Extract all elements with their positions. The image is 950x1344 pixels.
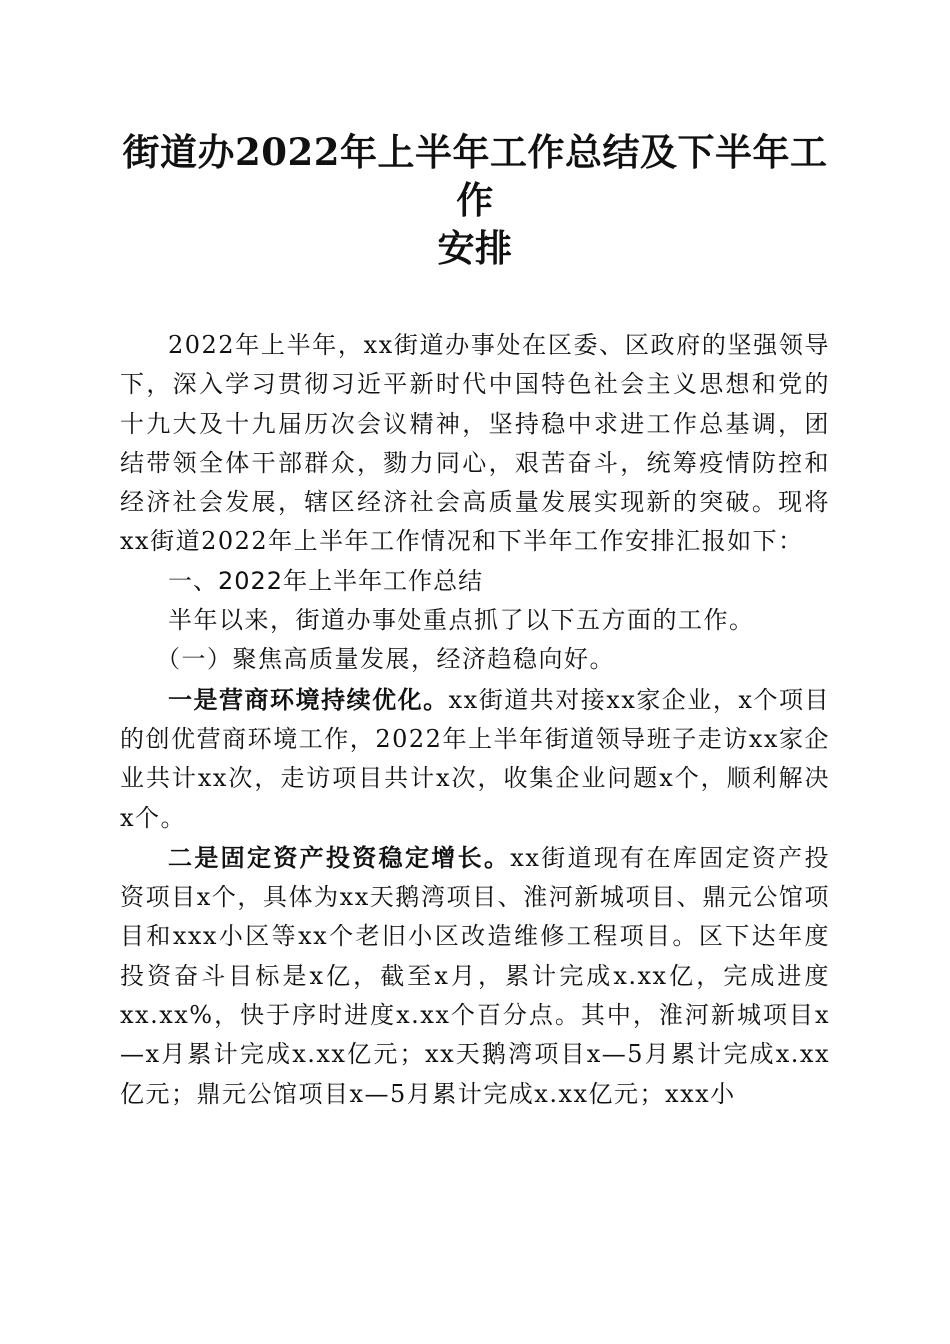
intro-paragraph: 2022年上半年，xx街道办事处在区委、区政府的坚强领导下，深入学习贯彻习近平新时代中国特色社会主义思想和党的十九大及十九届历次会议精神，坚持稳中求进工作总基调，团结带领全体干部群众，勠力同心，艰苦奋斗，统筹疫情防控和经济社会发展，辖区经济社会高质量发展实现新的突破。现将xx街道2022年上半年工作情况和下半年工作安排汇报如下： bbox=[120, 331, 830, 556]
document-title bbox=[120, 128, 830, 272]
title-line-2: 安排 bbox=[437, 226, 513, 270]
title-line-1: 街道办2022年上半年工作总结及下半年工作 bbox=[122, 130, 828, 222]
section-1-heading: 一、2022年上半年工作总结 bbox=[168, 566, 484, 595]
subsection-1-heading: （一）聚焦高质量发展，经济趋稳向好。 bbox=[156, 645, 615, 674]
item-2-paragraph bbox=[120, 838, 830, 1114]
item-1-lead: 一是营商环境持续优化。 bbox=[168, 684, 449, 714]
item-2-lead: 二是固定资产投资稳定增长。 bbox=[168, 842, 511, 872]
item-1-paragraph bbox=[120, 680, 830, 838]
item-1-text: xx街道共对接xx家企业，x个项目的创优营商环境工作，2022年上半年街道领导班子走访xx家企业共计xx次，走访项目共计x次，收集企业问题x个，顺利解决x个。 bbox=[120, 685, 830, 832]
item-2-text: xx街道现有在库固定资产投资项目x个，具体为xx天鹅湾项目、淮河新城项目、鼎元公馆项目和xxx小区等xx个老旧小区改造维修工程项目。区下达年度投资奋斗目标是x亿，截至x月，累计完成x.xx亿，完成进度xx.xx%，快于序时进度x.xx个百分点。其中，淮河新城项目x—x月累计完成x.xx亿元；xx天鹅湾项目x—5月累计完成x.xx亿元；鼎元公馆项目x—5月累计完成x.xx亿元；xxx小 bbox=[120, 843, 830, 1108]
section-1-intro: 半年以来，街道办事处重点抓了以下五方面的工作。 bbox=[168, 606, 755, 635]
document-body bbox=[120, 326, 830, 1114]
